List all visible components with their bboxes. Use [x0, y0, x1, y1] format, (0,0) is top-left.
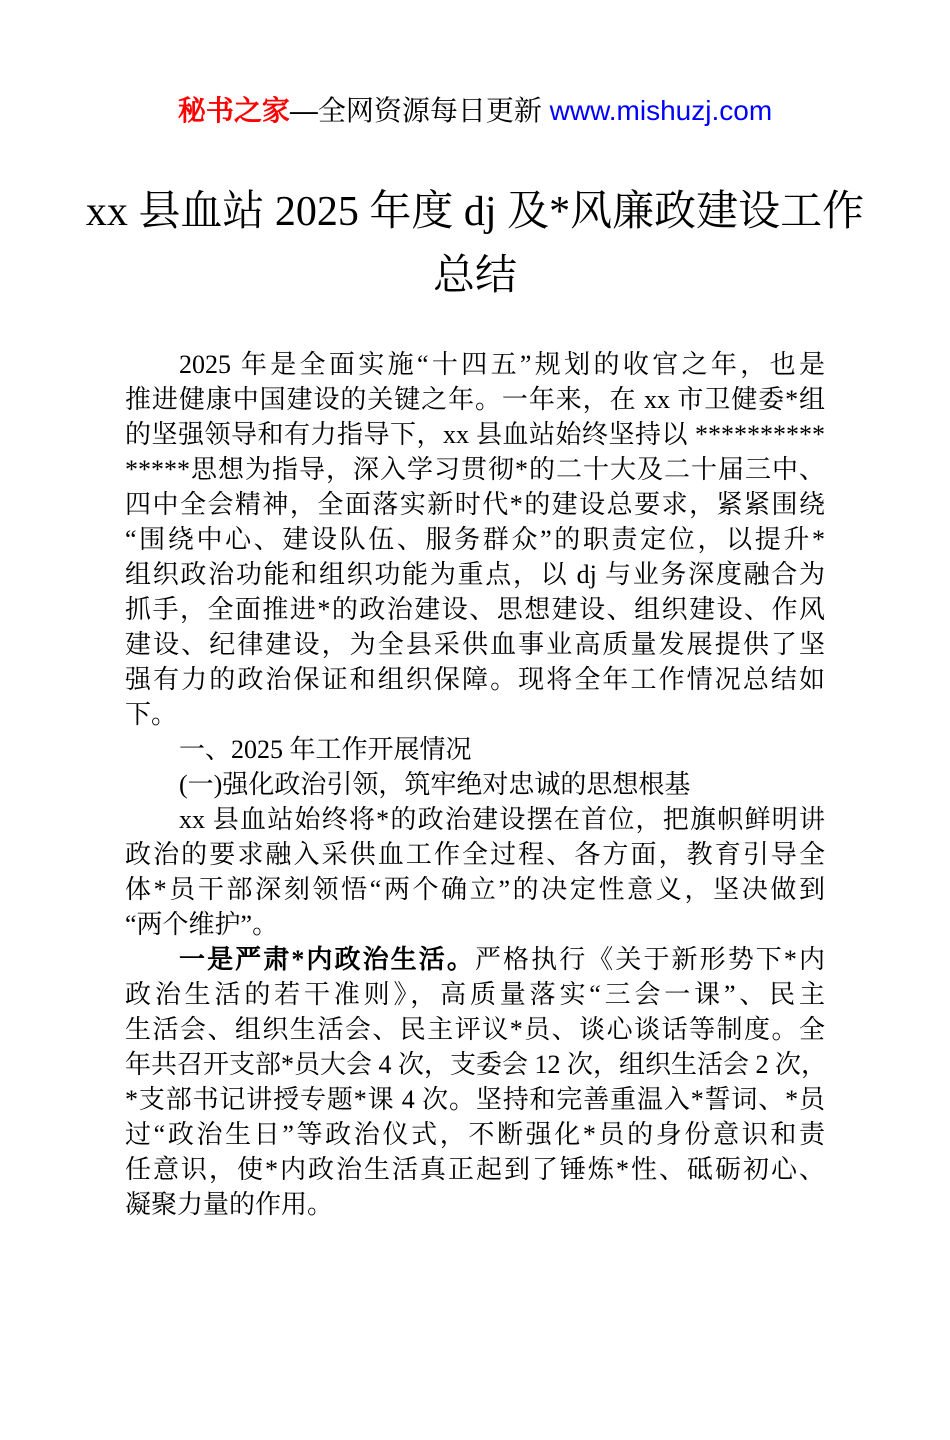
document-page — [0, 96, 950, 1222]
paragraph-line: 政治的要求融入采供血工作全过程、各方面，教育引导全 — [125, 840, 825, 869]
paragraph-line: 任意识，使*内政治生活真正起到了锤炼*性、砥砺初心、 — [125, 1155, 825, 1184]
title-line-1: xx 县血站 2025 年度 dj 及*风廉政建设工作 — [85, 189, 865, 235]
paragraph-line: 推进健康中国建设的关键之年。一年来，在 xx 市卫健委*组 — [125, 385, 825, 414]
paragraph-line: 生活会、组织生活会、民主评议*员、谈心谈话等制度。全 — [125, 1015, 825, 1044]
doc-title — [0, 180, 950, 308]
paragraph-line: 抓手，全面推进*的政治建设、思想建设、组织建设、作风 — [125, 595, 825, 624]
paragraph-line: “围绕中心、建设队伍、服务群众”的职责定位，以提升* — [125, 525, 825, 554]
paragraph-line: *支部书记讲授专题*课 4 次。坚持和完善重温入*誓词、*员 — [125, 1085, 825, 1114]
paragraph-line: 四中全会精神，全面落实新时代*的建设总要求，紧紧围绕 — [125, 490, 825, 519]
paragraph-line: 的坚强领导和有力指导下，xx 县血站始终坚持以 ********** — [125, 420, 825, 449]
paragraph-line: 下。 — [125, 700, 178, 729]
title-line-2: 总结 — [432, 253, 517, 299]
paragraph-line: 强有力的政治保证和组织保障。现将全年工作情况总结如 — [125, 665, 825, 694]
paragraph-line: 政治生活的若干准则》，高质量落实“三会一课”、民主 — [125, 980, 825, 1009]
paragraph-line: xx 县血站始终将*的政治建设摆在首位，把旗帜鲜明讲 — [179, 805, 825, 834]
paragraph-line: 一是严肃*内政治生活。严格执行《关于新形势下*内 — [179, 945, 825, 974]
paragraph-line: 体*员干部深刻领悟“两个确立”的决定性意义，坚决做到 — [125, 875, 825, 904]
paragraph-line: “两个维护”。 — [125, 910, 279, 939]
paragraph-line: 组织政治功能和组织功能为重点，以 dj 与业务深度融合为 — [125, 560, 825, 589]
paragraph-line: 过“政治生日”等政治仪式，不断强化*员的身份意识和责 — [125, 1120, 825, 1149]
site-url[interactable]: www.mishuzj.com — [549, 95, 773, 126]
paragraph-line: 一、2025 年工作开展情况 — [179, 735, 472, 764]
paragraph-line: *****思想为指导，深入学习贯彻*的二十大及二十届三中、 — [125, 455, 825, 484]
paragraph-line: 2025 年是全面实施“十四五”规划的收官之年，也是 — [179, 350, 825, 379]
brand-name: 秘书之家 — [177, 95, 290, 126]
paragraph-line: (一)强化政治引领，筑牢绝对忠诚的思想根基 — [179, 770, 691, 799]
paragraph-line: 建设、纪律建设，为全县采供血事业高质量发展提供了坚 — [125, 630, 825, 659]
paragraph-line: 凝聚力量的作用。 — [125, 1190, 334, 1219]
header-banner — [0, 96, 950, 126]
header-tagline: —全网资源每日更新 — [289, 95, 550, 126]
paragraph-line: 年共召开支部*员大会 4 次，支委会 12 次，组织生活会 2 次， — [125, 1050, 828, 1079]
document-body — [0, 347, 950, 1222]
